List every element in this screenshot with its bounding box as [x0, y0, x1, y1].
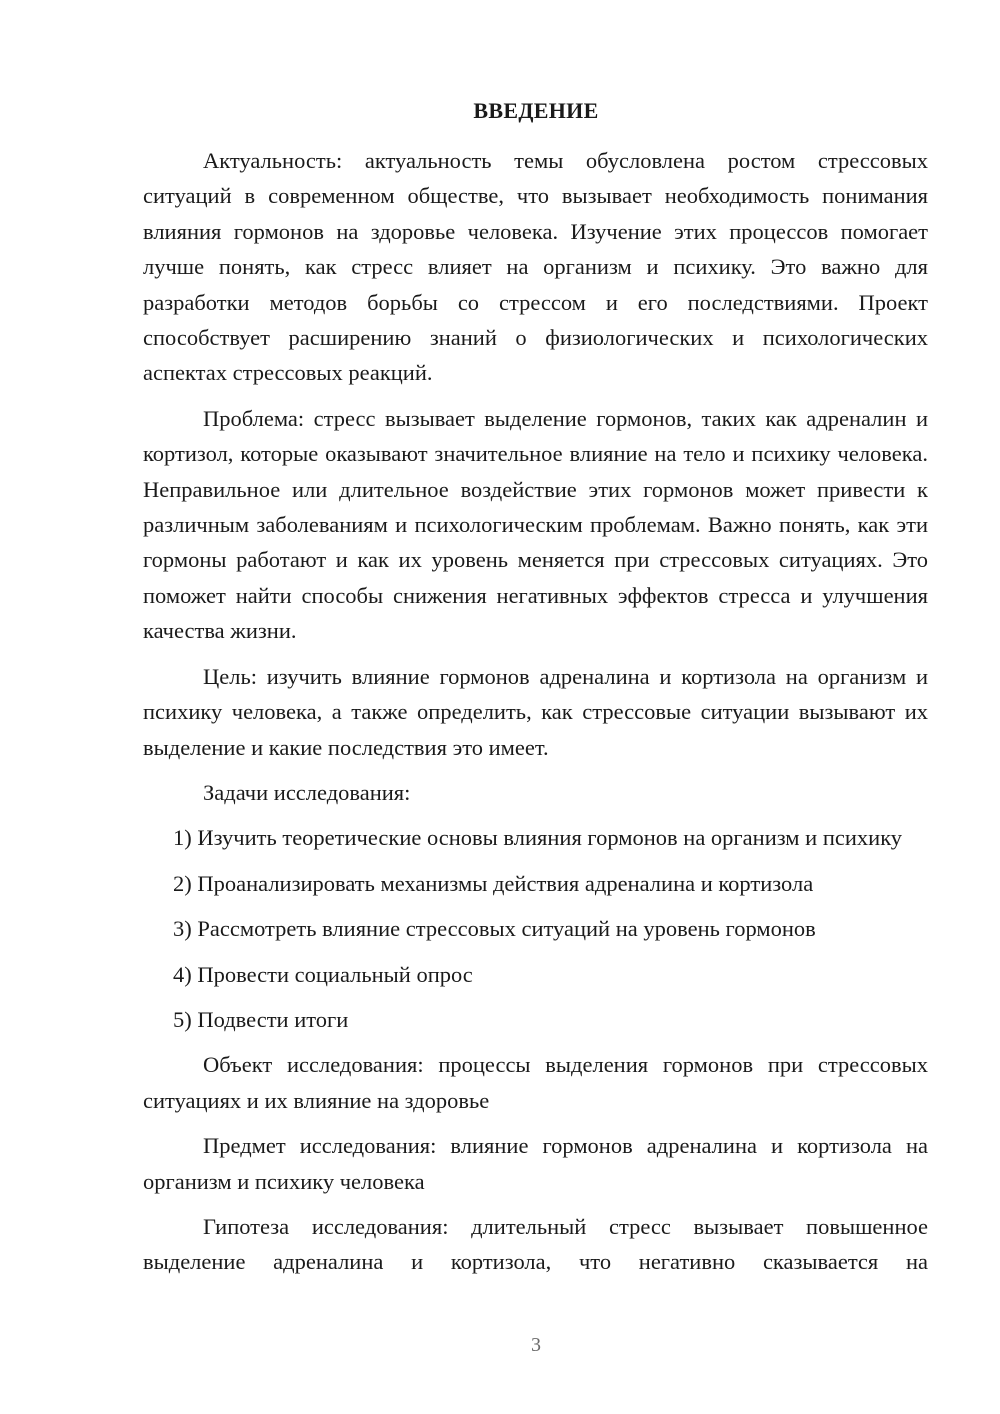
task-item: 4) Провести социальный опрос — [173, 961, 473, 987]
paragraph-object: Объект исследования: процессы выделения гормонов при стрессовых ситуациях и их влияние на здоровье — [143, 1052, 928, 1113]
task-item: 3) Рассмотреть влияние стрессовых ситуаций на уровень гормонов — [173, 916, 816, 942]
task-item: 1) Изучить теоретические основы влияния гормонов на организм и психику — [173, 825, 903, 851]
body-text — [143, 143, 928, 1290]
tasks-heading: Задачи исследования: — [203, 779, 411, 805]
task-item: 2) Проанализировать механизмы действия адреналина и кортизола — [173, 870, 814, 896]
paragraph-goal: Цель: изучить влияние гормонов адреналина и кортизола на организм и психику человека, а также определить, как стрессовые ситуации вызывают их выделение и какие последствия это имеет. — [143, 663, 928, 760]
paragraph-relevance: Актуальность: актуальность темы обусловлена ростом стрессовых ситуаций в современном обществе, что вызывает необходимость понимания влияния гормонов на здоровье человека. Изучение этих процессов помогает лучше понять, как стресс влияет на организм и психику. Это важно для разработки методов борьбы со стрессом и его последствиями. Проект способствует расширению знаний о физиологических и психологических аспектах стрессовых реакций. — [143, 148, 928, 386]
task-item: 5) Подвести итоги — [173, 1006, 349, 1032]
paragraph-problem: Проблема: стресс вызывает выделение гормонов, таких как адреналин и кортизол, которые оказывают значительное влияние на тело и психику человека. Неправильное или длительное воздействие этих гормонов может привести к различным заболеваниям и психологическим проблемам. Важно понять, как эти гормоны работают и как их уровень меняется при стрессовых ситуациях. Это поможет найти способы снижения негативных эффектов стресса и улучшения качества жизни. — [143, 405, 928, 644]
page-number: 3 — [531, 1334, 541, 1356]
section-heading: ВВЕДЕНИЕ — [473, 98, 599, 123]
paragraph-hypothesis: Гипотеза исследования: длительный стресс вызывает повышенное выделение адреналина и кортизола, что негативно сказывается на — [143, 1213, 928, 1275]
paragraph-subject: Предмет исследования: влияние гормонов адреналина и кортизола на организм и психику человека — [143, 1133, 928, 1194]
